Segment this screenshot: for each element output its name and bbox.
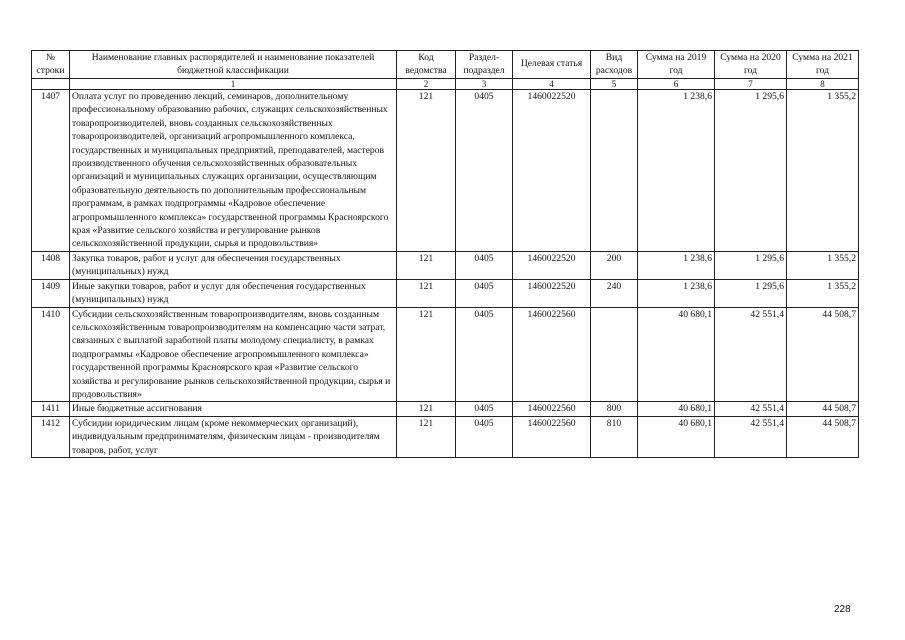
row-target-item: 1460022560: [513, 416, 591, 457]
row-target-item: 1460022520: [513, 251, 591, 279]
row-sum-2019: 40 680,1: [638, 416, 715, 457]
row-sum-2020: 1 295,6: [715, 251, 787, 279]
row-dept-code: 121: [397, 416, 456, 457]
row-name: Иные бюджетные ассигнования: [70, 402, 397, 416]
row-target-item: 1460022560: [513, 402, 591, 416]
budget-table: [31, 50, 859, 458]
table-row: [32, 416, 859, 457]
row-target-item: 1460022520: [513, 90, 591, 252]
column-number: 3: [456, 79, 513, 90]
table-row: [32, 279, 859, 307]
row-section: 0405: [456, 416, 513, 457]
row-sum-2021: 44 508,7: [787, 402, 859, 416]
row-expense-type: 200: [591, 251, 638, 279]
column-number: 1: [70, 79, 397, 90]
row-number: 1411: [32, 402, 70, 416]
row-dept-code: 121: [397, 307, 456, 402]
row-name: Иные закупки товаров, работ и услуг для обеспечения государственных (муниципальных) нужд: [70, 279, 397, 307]
table-row: [32, 251, 859, 279]
row-section: 0405: [456, 90, 513, 252]
row-dept-code: 121: [397, 402, 456, 416]
row-expense-type: [591, 307, 638, 402]
header-sum-2021: Сумма на 2021 год: [787, 51, 859, 79]
row-section: 0405: [456, 307, 513, 402]
row-number: 1408: [32, 251, 70, 279]
row-sum-2019: 40 680,1: [638, 307, 715, 402]
row-number: 1407: [32, 90, 70, 252]
row-sum-2021: 44 508,7: [787, 307, 859, 402]
header-sum-2020: Сумма на 2020 год: [715, 51, 787, 79]
row-sum-2019: 1 238,6: [638, 90, 715, 252]
row-sum-2020: 42 551,4: [715, 402, 787, 416]
row-name: Закупка товаров, работ и услуг для обеспечения государственных (муниципальных) нужд: [70, 251, 397, 279]
row-sum-2021: 1 355,2: [787, 251, 859, 279]
header-row: [32, 51, 859, 79]
row-dept-code: 121: [397, 251, 456, 279]
row-expense-type: 800: [591, 402, 638, 416]
table-row: [32, 307, 859, 402]
header-row-no: № строки: [32, 51, 70, 79]
header-sum-2019: Сумма на 2019 год: [638, 51, 715, 79]
row-number: 1412: [32, 416, 70, 457]
header-target-item: Целевая статья: [513, 51, 591, 79]
row-sum-2021: 1 355,2: [787, 279, 859, 307]
column-number: 7: [715, 79, 787, 90]
column-number: [32, 79, 70, 90]
table-row: [32, 90, 859, 252]
column-number: 4: [513, 79, 591, 90]
row-sum-2020: 42 551,4: [715, 416, 787, 457]
column-numbers-row: [32, 79, 859, 90]
row-dept-code: 121: [397, 279, 456, 307]
row-sum-2020: 42 551,4: [715, 307, 787, 402]
header-dept-code: Код ведомства: [397, 51, 456, 79]
row-expense-type: 240: [591, 279, 638, 307]
row-section: 0405: [456, 251, 513, 279]
row-target-item: 1460022560: [513, 307, 591, 402]
row-sum-2020: 1 295,6: [715, 279, 787, 307]
row-sum-2019: 1 238,6: [638, 279, 715, 307]
row-sum-2021: 44 508,7: [787, 416, 859, 457]
row-expense-type: 810: [591, 416, 638, 457]
column-number: 6: [638, 79, 715, 90]
row-name: Субсидии сельскохозяйственным товаропроизводителям, вновь созданным сельскохозяйственным товаропроизводителям на компенсацию части затрат, связанных с выплатой заработной платы молодому специалисту, в рамках подпрограммы «Кадровое обеспечение агропромышленного комплекса» государственной программы Красноярского края «Развитие сельского хозяйства и регулирование рынков сельскохозяйственной продукции, сырья и продовольствия»: [70, 307, 397, 402]
row-number: 1410: [32, 307, 70, 402]
row-name: Оплата услуг по проведению лекций, семинаров, дополнительному профессиональному образованию рабочих, служащих сельскохозяйственных товаропроизводителей, вновь созданных сельскохозяйственных товаропроизводителей, организаций агропромышленного комплекса, государственных и муниципальных предприятий, преподавателей, мастеров производственного обучения сельскохозяйственных образовательных организаций и муниципальных служащих организации, осуществляющим образовательную деятельность по дополнительным профессиональным программам, в рамках подпрограммы «Кадровое обеспечение агропромышленного комплекса» государственной программы Красноярского края «Развитие сельского хозяйства и регулирование рынков сельскохозяйственной продукции, сырья и продовольствия»: [70, 90, 397, 252]
column-number: 2: [397, 79, 456, 90]
table-row: [32, 402, 859, 416]
row-target-item: 1460022520: [513, 279, 591, 307]
row-sum-2019: 40 680,1: [638, 402, 715, 416]
row-name: Субсидии юридическим лицам (кроме некоммерческих организаций), индивидуальным предпринимателям, физическим лицам - производителям товаров, работ, услуг: [70, 416, 397, 457]
row-section: 0405: [456, 402, 513, 416]
row-sum-2019: 1 238,6: [638, 251, 715, 279]
header-name: Наименование главных распорядителей и наименование показателей бюджетной классификации: [70, 51, 397, 79]
row-expense-type: [591, 90, 638, 252]
row-sum-2021: 1 355,2: [787, 90, 859, 252]
row-sum-2020: 1 295,6: [715, 90, 787, 252]
header-section: Раздел-подраздел: [456, 51, 513, 79]
header-expense-type: Вид расходов: [591, 51, 638, 79]
row-section: 0405: [456, 279, 513, 307]
page-number: 228: [834, 604, 851, 615]
row-dept-code: 121: [397, 90, 456, 252]
row-number: 1409: [32, 279, 70, 307]
column-number: 5: [591, 79, 638, 90]
column-number: 8: [787, 79, 859, 90]
